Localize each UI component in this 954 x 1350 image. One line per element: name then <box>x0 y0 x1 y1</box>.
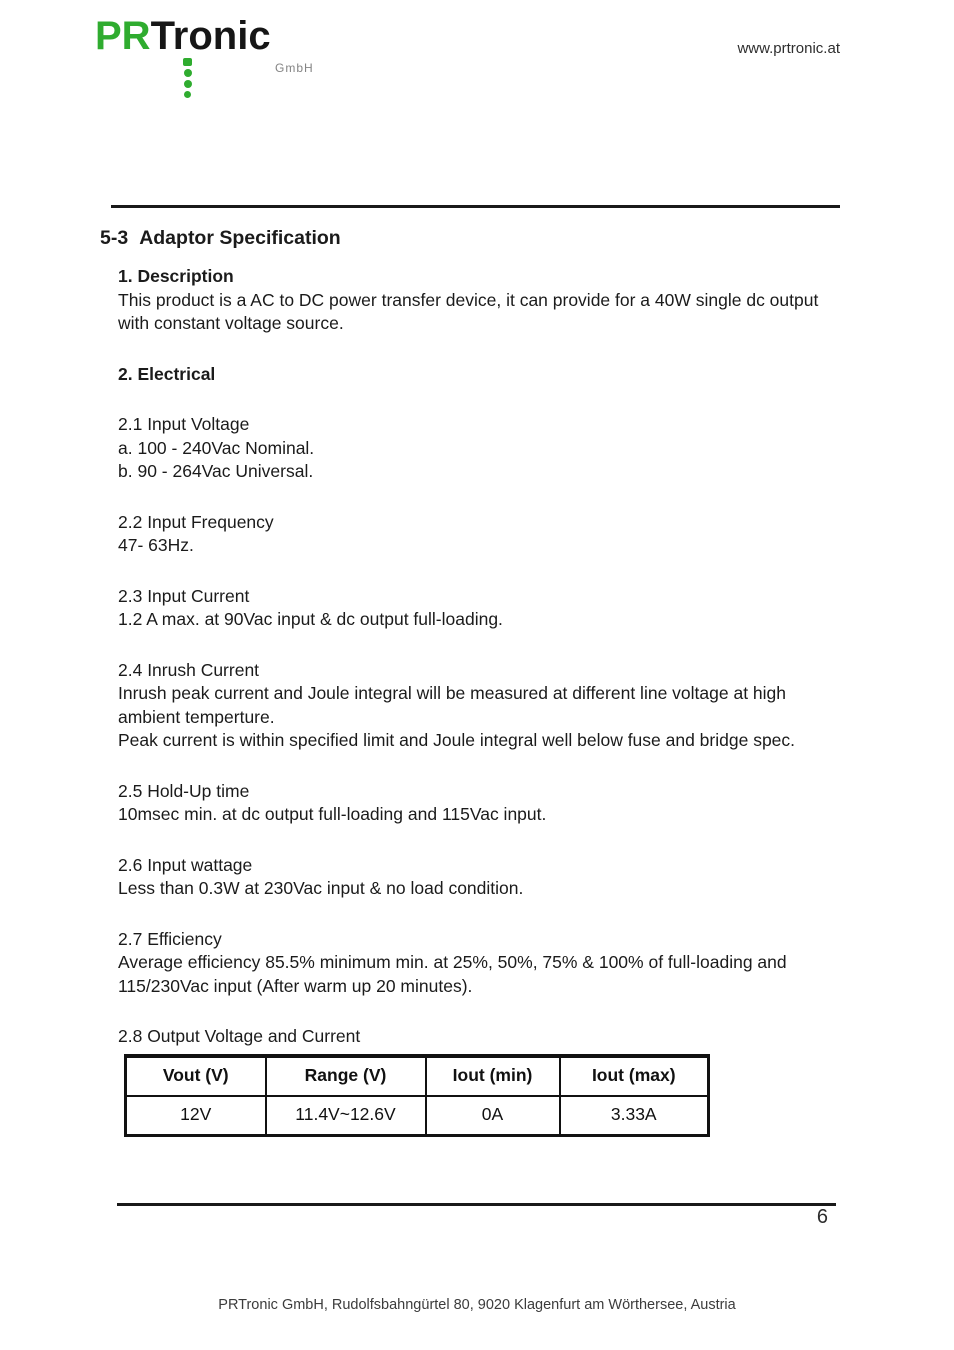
section-title: Adaptor Specification <box>139 227 341 249</box>
logo-part-tronic: Tronic <box>150 14 271 58</box>
footer-address: PRTronic GmbH, Rudolfsbahngürtel 80, 9020 Klagenfurt am Wörthersee, Austria <box>218 1297 736 1313</box>
logo-dots-icon <box>183 58 192 98</box>
subsection-line: Less than 0.3W at 230Vac input & no load condition. <box>118 878 524 898</box>
table-cell-vout: 12V <box>126 1096 266 1136</box>
table-header-row <box>126 1056 709 1096</box>
subsection-line: Average efficiency 85.5% minimum min. at 25%, 50%, 75% & 100% of full-loading and 115/230Vac input (After warm up 20 minutes). <box>118 952 787 996</box>
subsection-title: 2.7 Efficiency <box>118 928 222 949</box>
section-heading <box>100 226 845 250</box>
logo-part-pr: PR <box>95 14 151 58</box>
table-cell-iout-max: 3.33A <box>560 1096 709 1136</box>
subsection-line: 1.2 A max. at 90Vac input & dc output full-loading. <box>118 609 503 629</box>
subsection-line: a. 100 - 240Vac Nominal. <box>118 437 315 458</box>
electrical-title: 2. Electrical <box>118 363 216 384</box>
subsection-title: 2.8 Output Voltage and Current <box>118 1026 361 1046</box>
page-number: 6 <box>816 1206 828 1228</box>
subsection-title: 2.1 Input Voltage <box>118 414 250 434</box>
table-header-vout: Vout (V) <box>126 1056 266 1096</box>
website-url: www.prtronic.at <box>737 40 840 57</box>
logo-wordmark <box>95 14 355 58</box>
subsection-2-4 <box>118 659 845 753</box>
description-paragraph: This product is a AC to DC power transfer device, it can provide for a 40W single dc output with constant voltage source. <box>118 289 819 333</box>
section-number: 5-3 <box>100 227 129 249</box>
subsection-title: 2.5 Hold-Up time <box>118 780 250 801</box>
subsection-line: b. 90 - 264Vac Universal. <box>118 461 314 481</box>
table-header-iout-min: Iout (min) <box>426 1056 560 1096</box>
description-title: 1. Description <box>118 266 234 286</box>
subsection-2-6 <box>118 854 845 901</box>
subsection-title: 2.3 Input Current <box>118 585 250 606</box>
subsection-2-1 <box>118 413 845 484</box>
output-spec-table <box>124 1054 710 1137</box>
table-row <box>126 1096 709 1136</box>
subsection-2-3 <box>118 585 845 632</box>
subsection-2-8 <box>118 1025 845 1137</box>
subsection-line: 47- 63Hz. <box>118 535 194 555</box>
subsection-2-2 <box>118 511 845 558</box>
table-cell-iout-min: 0A <box>426 1096 560 1136</box>
subsection-title: 2.4 Inrush Current <box>118 659 260 680</box>
footer-divider <box>117 1203 836 1206</box>
company-logo <box>95 14 355 99</box>
header-divider <box>111 205 840 208</box>
subsection-2-7 <box>118 928 845 999</box>
logo-subtitle: GmbH <box>275 61 314 75</box>
table-header-range: Range (V) <box>266 1056 426 1096</box>
table-cell-range: 11.4V~12.6V <box>266 1096 426 1136</box>
document-body <box>100 226 845 1137</box>
subsection-line: 10msec min. at dc output full-loading and 115Vac input. <box>118 804 547 824</box>
table-header-iout-max: Iout (max) <box>560 1056 709 1096</box>
subsection-2-5 <box>118 780 845 827</box>
subsection-line: Inrush peak current and Joule integral will be measured at different line voltage at high ambient temperture. <box>118 683 786 727</box>
subsection-title: 2.2 Input Frequency <box>118 511 274 532</box>
description-section <box>118 265 845 336</box>
subsection-line: Peak current is within specified limit and Joule integral well below fuse and bridge spec. <box>118 730 796 750</box>
subsection-title: 2.6 Input wattage <box>118 854 253 875</box>
